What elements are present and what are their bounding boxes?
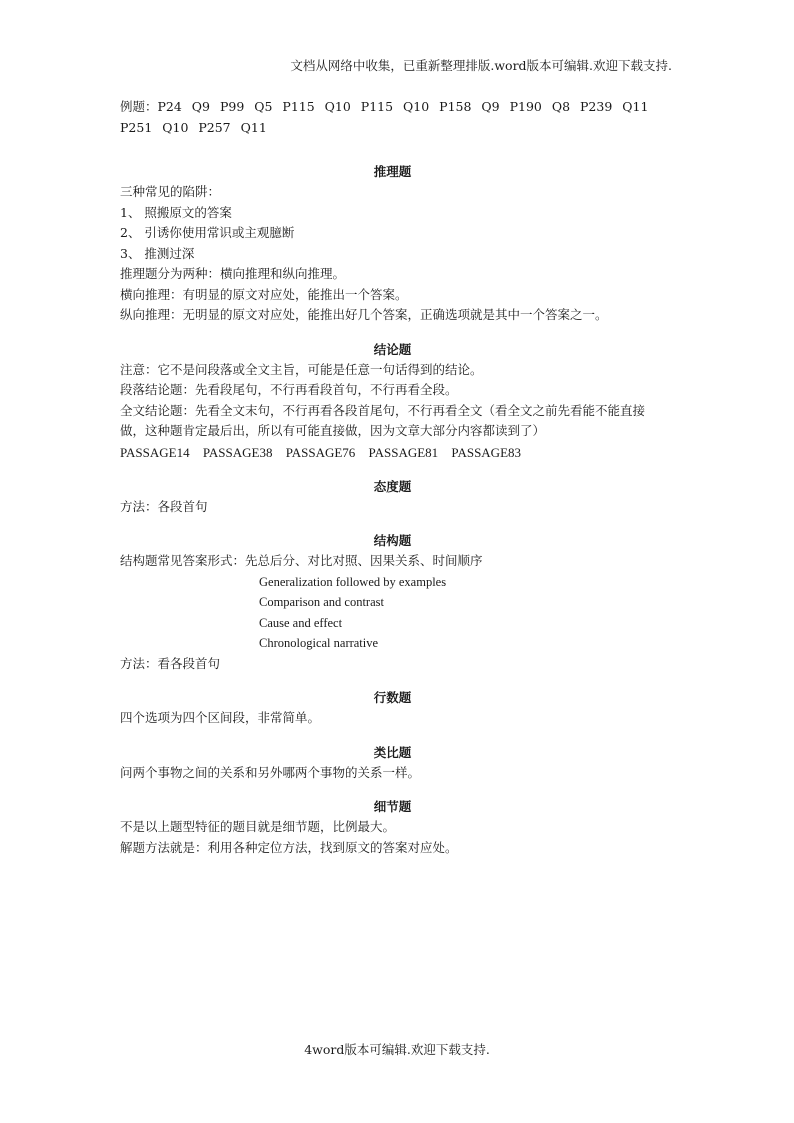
- inference-heading: 推理题: [373, 164, 412, 179]
- inference-line: 1、 照搬原文的答案: [120, 204, 232, 220]
- structure-heading: 结构题: [373, 533, 412, 548]
- inference-line: 2、 引诱你使用常识或主观臆断: [120, 225, 295, 240]
- structure-intro: 结构题常见答案形式：先总后分、对比对照、因果关系、时间顺序: [120, 553, 483, 568]
- analogy-line: 问两个事物之间的关系和另外哪两个事物的关系一样。: [120, 764, 421, 780]
- structure-form: Cause and effect: [259, 615, 343, 630]
- inference-line: 3、 推测过深: [120, 245, 195, 261]
- header-note: 文档从网络中收集，已重新整理排版.word版本可编辑.欢迎下载支持.: [290, 58, 672, 73]
- conclusion-line: 段落结论题：先看段尾句，不行再看段首句，不行再看全段。: [120, 382, 458, 397]
- analogy-heading: 类比题: [373, 744, 412, 760]
- structure-form: Chronological narrative: [259, 636, 379, 650]
- inference-line: 横向推理：有明显的原文对应处，能推出一个答案。: [120, 286, 408, 302]
- conclusion-line: 全文结论题：先看全文末句，不行再看各段首尾句，不行再看全文（看全文之前先看能不能直接做，这种题肯定最后出，所以有可能直接做，因为文章大部分内容都读到了）: [120, 402, 646, 438]
- inference-line: 三种常见的陷阱：: [120, 184, 221, 199]
- attitude-heading: 态度题: [373, 478, 412, 494]
- line-number-heading: 行数题: [373, 690, 412, 705]
- structure-form: Generalization followed by examples: [259, 574, 447, 589]
- structure-method: 方法：看各段首句: [120, 655, 221, 671]
- detail-line: 不是以上题型特征的题目就是细节题，比例最大。: [120, 819, 396, 834]
- detail-line: 解题方法就是：利用各种定位方法，找到原文的答案对应处。: [120, 839, 458, 855]
- document-body: [120, 97, 665, 858]
- examples-line: 例题：P24 Q9 P99 Q5 P115 Q10 P115 Q10 P158 Q9 P190 Q8 P239 Q11 P251 Q10 P257 Q11: [120, 99, 649, 135]
- attitude-line: 方法：各段首句: [120, 498, 208, 514]
- detail-heading: 细节题: [373, 799, 412, 814]
- line-number-line: 四个选项为四个区间段，非常简单。: [120, 710, 321, 725]
- page-footer: 4word版本可编辑.欢迎下载支持.: [304, 1042, 490, 1057]
- conclusion-line: 注意：它不是问段落或全文主旨，可能是任意一句话得到的结论。: [120, 361, 483, 377]
- structure-form: Comparison and contrast: [259, 595, 384, 609]
- conclusion-heading: 结论题: [373, 341, 412, 357]
- inference-line: 推理题分为两种：横向推理和纵向推理。: [120, 266, 346, 281]
- inference-line: 纵向推理：无明显的原文对应处，能推出好几个答案，正确选项就是其中一个答案之一。: [120, 307, 608, 322]
- passage-list: PASSAGE14 PASSAGE38 PASSAGE76 PASSAGE81 PASSAGE83: [120, 444, 522, 460]
